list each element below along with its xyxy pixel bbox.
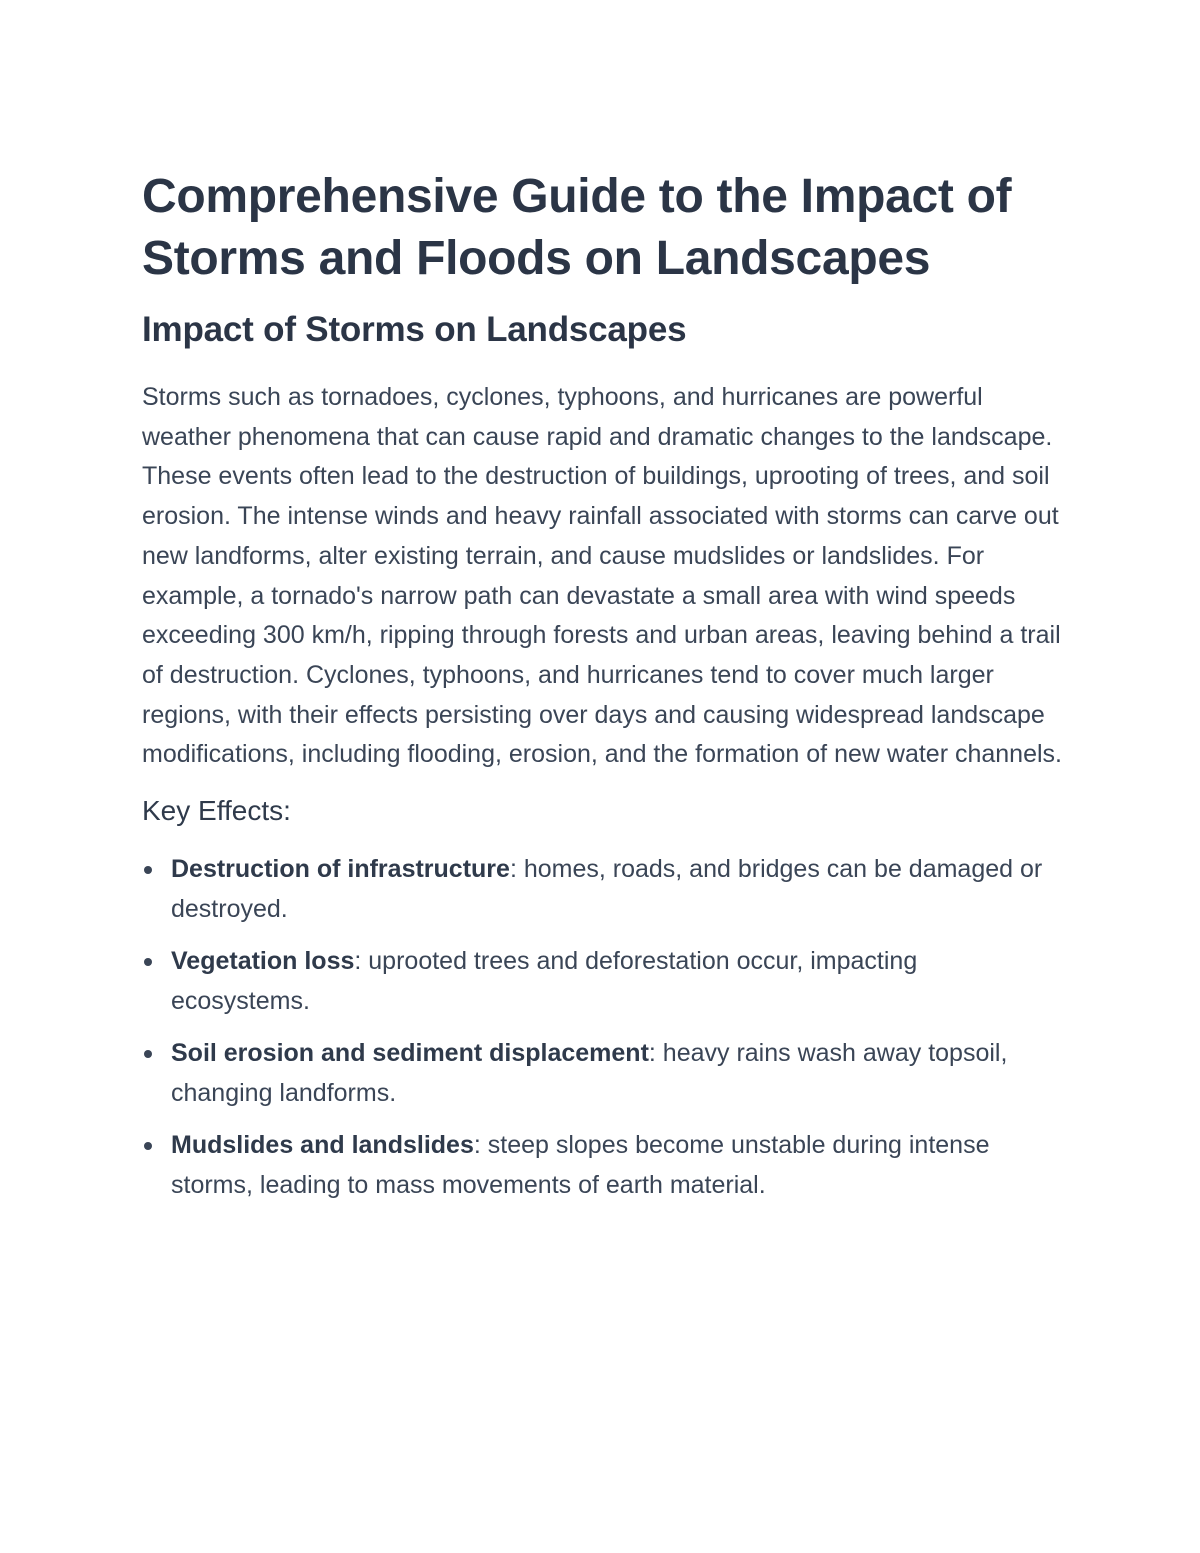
body-paragraph: Storms such as tornadoes, cyclones, typhoons, and hurricanes are powerful weather phenomena that can cause rapid and dramatic changes to the landscape. These events often lead to the destruction of buildings, uprooting of trees, and soil erosion. The intense winds and heavy rainfall associated with storms can carve out new landforms, alter existing terrain, and cause mudslides or landslides. For example, a tornado's narrow path can devastate a small area with wind speeds exceeding 300 km/h, ripping through forests and urban areas, leaving behind a trail of destruction. Cyclones, typhoons, and hurricanes tend to cover much larger regions, with their effects persisting over days and causing widespread landscape modifications, including flooding, erosion, and the formation of new water channels.: [142, 383, 1062, 769]
bullet-icon: [144, 1050, 152, 1058]
effect-description: : steep slopes become unstable during intense storms, leading to mass movements of earth material.: [171, 1131, 990, 1200]
section-heading: Impact of Storms on Landscapes: [142, 310, 687, 349]
effect-term: Destruction of infrastructure: [171, 855, 510, 884]
key-effects-heading: Key Effects:: [142, 795, 291, 827]
document-page: [142, 166, 1062, 1217]
effect-term: Soil erosion and sediment displacement: [171, 1039, 649, 1068]
list-item: [142, 941, 1062, 1021]
effect-description: : homes, roads, and bridges can be damaged or destroyed.: [171, 855, 1043, 924]
effect-description: : heavy rains wash away topsoil, changing landforms.: [171, 1039, 1008, 1108]
bullet-icon: [144, 958, 152, 966]
list-item: [142, 1033, 1062, 1113]
bullet-icon: [144, 866, 152, 874]
list-item: [142, 1125, 1062, 1205]
effect-description: : uprooted trees and deforestation occur, impacting ecosystems.: [171, 947, 918, 1016]
bullet-icon: [144, 1142, 152, 1150]
list-item: [142, 849, 1062, 929]
document-title: Comprehensive Guide to the Impact of Storms and Floods on Landscapes: [142, 170, 1012, 285]
effect-term: Mudslides and landslides: [171, 1131, 474, 1160]
key-effects-list: [142, 849, 1062, 1205]
effect-term: Vegetation loss: [171, 947, 355, 976]
